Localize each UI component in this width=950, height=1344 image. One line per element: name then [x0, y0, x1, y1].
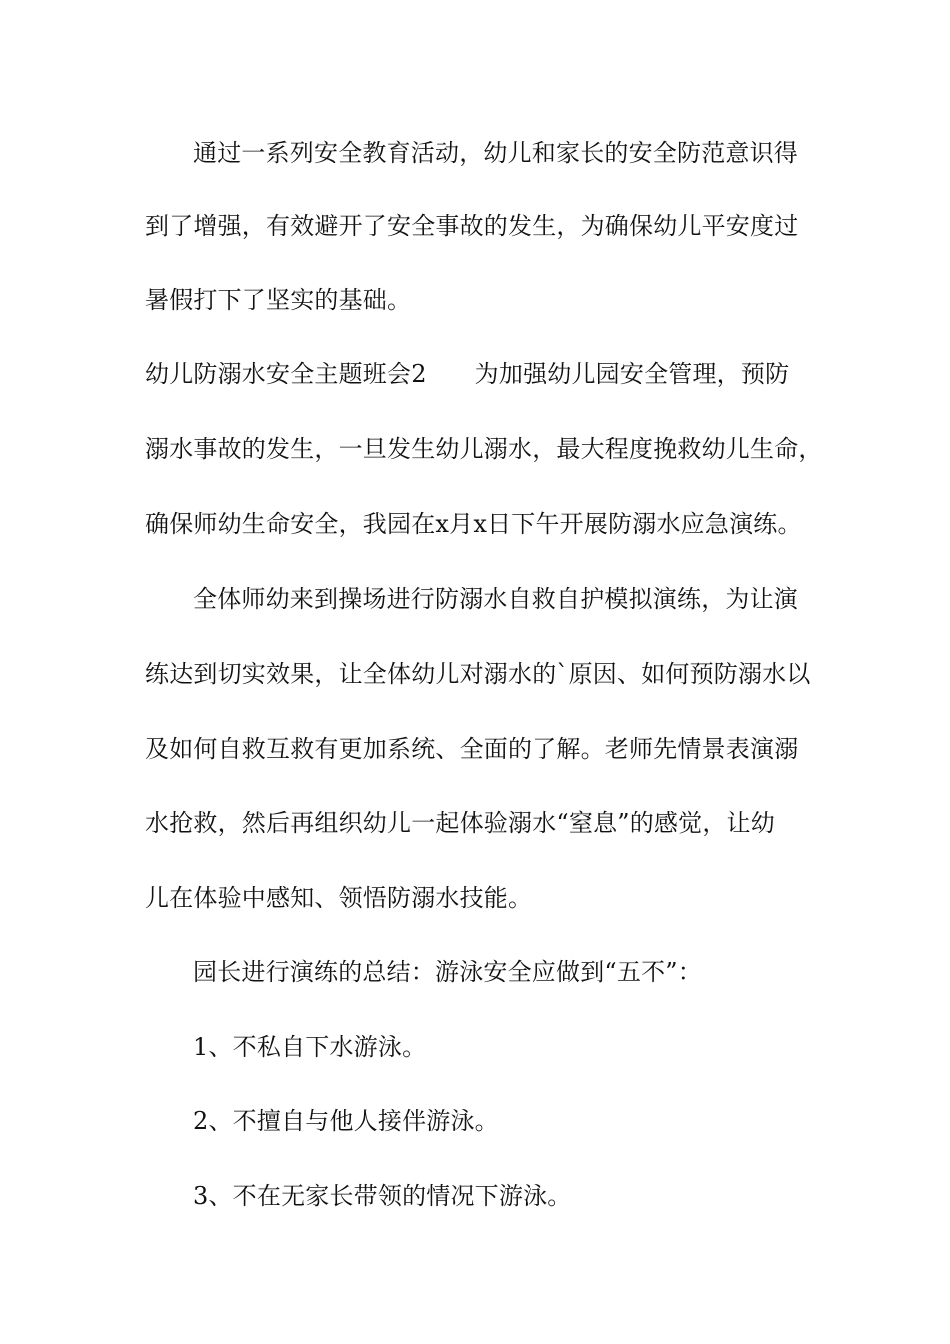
- paragraph-1-line-2: 到了增强，有效避开了安全事故的发生，为确保幼儿平安度过: [145, 212, 799, 240]
- section-2-line-3: 确保师幼生命安全，我园在x月x日下午开展防溺水应急演练。: [145, 510, 802, 538]
- summary-item-1: 1、不私自下水游泳。: [193, 1033, 427, 1061]
- summary-item-2: 2、不擅自与他人接伴游泳。: [193, 1107, 499, 1135]
- paragraph-3-line-1: 全体师幼来到操场进行防溺水自救自护模拟演练，为让演: [193, 585, 798, 613]
- section-2-line-1-rest: 为加强幼儿园安全管理，预防: [474, 360, 790, 388]
- section-heading: 幼儿防溺水安全主题班会2: [145, 360, 427, 388]
- paragraph-1-line-3: 暑假打下了坚实的基础。: [145, 286, 412, 314]
- paragraph-3-line-5: 儿在体验中感知、领悟防溺水技能。: [145, 884, 533, 912]
- summary-intro: 园长进行演练的总结：游泳安全应做到“五不”：: [193, 958, 702, 986]
- paragraph-1-line-1: 通过一系列安全教育活动，幼儿和家长的安全防范意识得: [193, 139, 798, 167]
- summary-item-3: 3、不在无家长带领的情况下游泳。: [193, 1182, 572, 1210]
- section-2-line-2: 溺水事故的发生，一旦发生幼儿溺水，最大程度挽救幼儿生命，: [145, 435, 823, 463]
- paragraph-3-line-4: 水抢救，然后再组织幼儿一起体验溺水“窒息”的感觉，让幼: [145, 809, 775, 837]
- section-2-first-line: [145, 359, 845, 389]
- paragraph-3-line-3: 及如何自救互救有更加系统、全面的了解。老师先情景表演溺: [145, 735, 799, 763]
- paragraph-3-line-2: 练达到切实效果，让全体幼儿对溺水的`原因、如何预防溺水以: [145, 660, 811, 688]
